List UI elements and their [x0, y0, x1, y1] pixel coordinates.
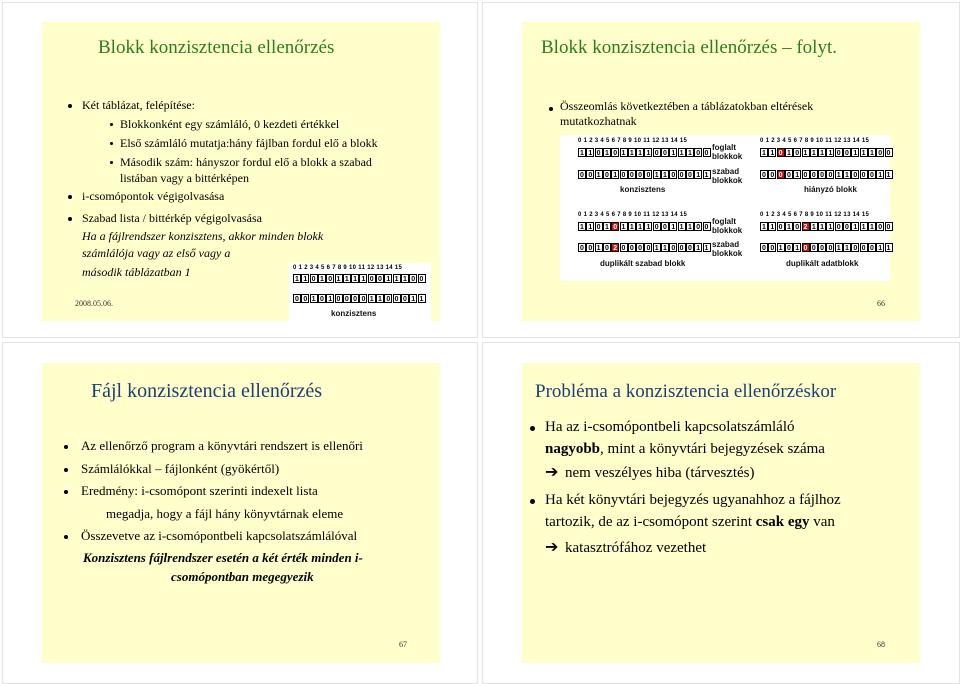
block-counter-cell: 0 [669, 243, 677, 252]
block-counter-cell: 0 [293, 294, 301, 303]
bullet-dot [64, 490, 68, 494]
block-counter-cell: 0 [793, 148, 801, 157]
block-counter-cell: 0 [703, 222, 711, 231]
block-counter-cell: 0 [586, 170, 594, 179]
block-counter-cell: 1 [835, 170, 843, 179]
block-counter-cell: 1 [843, 243, 851, 252]
slide-page-3 [2, 342, 478, 684]
free-blocks-label: szabad blokkok [712, 240, 743, 258]
block-counter-cell: 0 [661, 148, 669, 157]
block-counter-cell: 1 [851, 148, 859, 157]
slide-4-title: Probléma a konzisztencia ellenőrzéskor [535, 381, 837, 402]
missing-block-label: hiányzó blokk [804, 185, 857, 194]
slide-1-diagram [289, 263, 431, 323]
block-counter-cell: 1 [620, 222, 628, 231]
bullet-dot [68, 195, 72, 199]
block-counter-cell: 1 [885, 243, 893, 252]
slide-4-bullet-2-cont [545, 513, 835, 531]
free-blocks-label: szabad blokkok [712, 167, 743, 185]
slide-1-date: 2008.05.06. [75, 299, 113, 308]
bullet-dot [64, 535, 68, 539]
block-counter-cell: 1 [409, 294, 417, 303]
block-counter-cell: 0 [368, 274, 376, 283]
block-counter-cell: 1 [760, 148, 768, 157]
block-counter-cell: 0 [810, 170, 818, 179]
block-counter-cell: 1 [351, 274, 359, 283]
block-counter-cell: 0 [678, 170, 686, 179]
block-index-header: 0 1 2 3 4 5 6 7 8 9 10 11 12 13 14 15 [293, 265, 403, 271]
block-counter-cell: 1 [418, 294, 426, 303]
block-counter-cell: 1 [876, 243, 884, 252]
block-counter-cell: 0 [653, 148, 661, 157]
block-index-header: 0 1 2 3 4 5 6 7 8 9 10 11 12 13 14 15 [760, 138, 870, 144]
block-counter-cell: 1 [368, 294, 376, 303]
block-counter-cell: 0 [818, 243, 826, 252]
block-counter-cell: 0 [860, 170, 868, 179]
block-counter-cell: 0 [860, 243, 868, 252]
block-counter-cell: 1 [802, 148, 810, 157]
block-counter-cell: 0 [586, 243, 594, 252]
block-counter-cell: 1 [359, 274, 367, 283]
bullet-dot [64, 445, 68, 449]
block-counter-cell: 0 [777, 222, 785, 231]
slide-4-bullet-1: Ha az i-csomópontbeli kapcsolatszámláló [545, 419, 795, 435]
block-counter-cell: 0 [876, 222, 884, 231]
block-counter-cell: 1 [826, 222, 834, 231]
slide-3-bullet-1: Az ellenőrző program a könyvtári rendszert is ellenőri [81, 438, 363, 453]
block-counter-cell: 1 [376, 294, 384, 303]
slide-1-sub-bullet-3-cont: listában vagy a bittérképen [120, 171, 249, 185]
block-counter-cell: 0 [636, 170, 644, 179]
block-counter-cell: 1 [810, 148, 818, 157]
block-counter-cell: 0 [843, 222, 851, 231]
slide-4-bullet-2-post: van [809, 514, 835, 530]
block-counter-cell: 0 [603, 243, 611, 252]
block-counter-cell: 1 [793, 170, 801, 179]
block-counter-cell: 0 [644, 170, 652, 179]
slide-3-page-number: 67 [399, 640, 407, 649]
block-counter-cell: 1 [703, 243, 711, 252]
block-counter-cell: 0 [620, 170, 628, 179]
slide-3-bullet-2: Számlálókkal – fájlonként (gyökértől) [81, 461, 280, 476]
block-counter-cell: 0 [644, 243, 652, 252]
block-counter-cell: 1 [343, 274, 351, 283]
block-counter-cell: 0 [611, 222, 619, 231]
bullet-dot [68, 217, 72, 221]
slide-4-arrow-1: nem veszélyes hiba (tárvesztés) [565, 465, 755, 481]
block-counter-cell: 0 [628, 170, 636, 179]
block-counter-cell: 0 [620, 243, 628, 252]
block-counter-cell: 1 [301, 274, 309, 283]
block-counter-cell: 0 [826, 243, 834, 252]
block-counter-cell: 1 [793, 243, 801, 252]
bullet-dot [110, 161, 113, 164]
block-counter-cell: 0 [359, 294, 367, 303]
block-counter-cell: 1 [611, 170, 619, 179]
block-counter-cell: 0 [669, 170, 677, 179]
block-counter-cell: 1 [876, 170, 884, 179]
block-counter-cell: 1 [835, 243, 843, 252]
block-counter-cell: 0 [343, 294, 351, 303]
slide-2-title: Blokk konzisztencia ellenőrzés – folyt. [541, 37, 837, 58]
block-counter-cell: 0 [409, 274, 417, 283]
block-counter-cell: 0 [686, 243, 694, 252]
slide-1-bullet-1: Két táblázat, felépítése: [82, 98, 195, 112]
block-counter-cell: 1 [703, 170, 711, 179]
block-counter-cell: 0 [793, 222, 801, 231]
block-counter-cell: 0 [876, 148, 884, 157]
block-counter-cell: 0 [768, 243, 776, 252]
block-counter-cell: 1 [661, 243, 669, 252]
slide-2-bullet: Összeomlás következtében a táblázatokban eltérések mutatkozhatnak [560, 99, 814, 128]
slide-1-bullet-3: Szabad lista / bittérkép végigolvasása [82, 211, 262, 225]
arrow-right-icon: ➔ [545, 539, 559, 556]
block-counter-cell: 0 [310, 274, 318, 283]
slide-3-bullet-3: Eredmény: i-csomópont szerinti indexelt lista [81, 483, 318, 498]
slide-4-bullet-2: Ha két könyvtári bejegyzés ugyanahhoz a fájlhoz [545, 492, 841, 508]
duplicate-free-block-label: duplikált szabad blokk [600, 259, 686, 268]
slide-page-4 [482, 342, 960, 684]
block-counter-cell: 1 [678, 148, 686, 157]
block-counter-cell: 1 [785, 148, 793, 157]
block-counter-cell: 1 [603, 222, 611, 231]
block-counter-cell: 0 [768, 170, 776, 179]
block-counter-cell: 0 [785, 170, 793, 179]
block-counter-cell: 1 [669, 148, 677, 157]
slide-2-page-number: 66 [877, 299, 885, 308]
block-counter-cell: 0 [810, 243, 818, 252]
block-counter-cell: 1 [669, 222, 677, 231]
block-counter-cell: 0 [578, 170, 586, 179]
used-blocks-label: foglalt blokkok [712, 143, 743, 161]
bullet-dot [110, 123, 113, 126]
block-counter-cell: 0 [376, 274, 384, 283]
consistent-label: konzisztens [620, 185, 666, 194]
block-counter-cell: 0 [351, 294, 359, 303]
block-counter-cell: 1 [636, 148, 644, 157]
block-counter-cell: 1 [810, 222, 818, 231]
block-counter-cell: 1 [628, 148, 636, 157]
slide-page-2 [482, 2, 960, 338]
block-counter-cell: 1 [393, 274, 401, 283]
block-counter-cell: 0 [760, 243, 768, 252]
block-counter-cell: 1 [578, 148, 586, 157]
slide-3-italic-2: csomópontban megegyezik [171, 569, 314, 584]
block-counter-cell: 1 [644, 222, 652, 231]
block-index-header: 0 1 2 3 4 5 6 7 8 9 10 11 12 13 14 15 [578, 138, 688, 144]
block-counter-cell: 0 [595, 222, 603, 231]
duplicate-data-block-label: duplikált adatblokk [786, 259, 859, 268]
block-counter-cell: 1 [843, 170, 851, 179]
block-counter-cell: 0 [760, 170, 768, 179]
bullet-dot [549, 107, 553, 111]
block-counter-cell: 1 [860, 148, 868, 157]
block-counter-cell: 1 [644, 148, 652, 157]
block-counter-cell: 1 [785, 222, 793, 231]
block-counter-cell: 0 [851, 170, 859, 179]
block-counter-cell: 0 [785, 243, 793, 252]
block-counter-cell: 1 [661, 170, 669, 179]
block-counter-cell: 1 [595, 243, 603, 252]
block-counter-cell: 2 [611, 243, 619, 252]
block-counter-cell: 0 [628, 243, 636, 252]
block-counter-cell: 1 [818, 148, 826, 157]
block-counter-cell: 0 [818, 170, 826, 179]
block-counter-cell: 1 [310, 294, 318, 303]
block-counter-cell: 0 [777, 170, 785, 179]
slide-1-sub-bullet-1: Blokkonként egy számláló, 0 kezdeti értékkel [120, 117, 340, 131]
block-counter-cell: 0 [777, 148, 785, 157]
block-counter-cell: 1 [694, 243, 702, 252]
block-counter-cell: 0 [835, 222, 843, 231]
block-counter-cell: 1 [326, 294, 334, 303]
block-counter-cell: 1 [777, 243, 785, 252]
block-counter-cell: 0 [885, 148, 893, 157]
block-counter-cell: 0 [611, 148, 619, 157]
block-counter-cell: 0 [636, 243, 644, 252]
slide-1-italic-3: második táblázatban 1 [82, 265, 191, 279]
block-counter-cell: 0 [678, 243, 686, 252]
arrow-right-icon: ➔ [545, 464, 559, 481]
block-counter-cell: 0 [835, 148, 843, 157]
block-counter-cell: 0 [802, 170, 810, 179]
block-counter-cell: 0 [843, 148, 851, 157]
block-counter-cell: 0 [826, 170, 834, 179]
block-counter-cell: 1 [628, 222, 636, 231]
block-counter-cell: 0 [603, 170, 611, 179]
block-index-header: 0 1 2 3 4 5 6 7 8 9 10 11 12 13 14 15 [578, 212, 688, 218]
block-counter-cell: 0 [694, 148, 702, 157]
block-counter-cell: 1 [860, 222, 868, 231]
block-counter-cell: 1 [293, 274, 301, 283]
block-counter-cell: 0 [694, 222, 702, 231]
block-counter-cell: 1 [686, 222, 694, 231]
block-counter-cell: 1 [678, 222, 686, 231]
block-counter-cell: 0 [384, 294, 392, 303]
block-counter-cell: 1 [384, 274, 392, 283]
block-counter-cell: 1 [586, 222, 594, 231]
block-counter-cell: 1 [586, 148, 594, 157]
block-counter-cell: 1 [868, 222, 876, 231]
block-counter-cell: 1 [401, 274, 409, 283]
diagram-caption: konzisztens [331, 309, 377, 318]
used-blocks-label: foglalt blokkok [712, 217, 743, 235]
block-counter-cell: 0 [686, 170, 694, 179]
block-counter-cell: 0 [326, 274, 334, 283]
block-counter-cell: 1 [768, 222, 776, 231]
block-counter-cell: 0 [335, 294, 343, 303]
block-counter-cell: 0 [661, 222, 669, 231]
block-counter-cell: 1 [694, 170, 702, 179]
block-counter-cell: 1 [653, 170, 661, 179]
block-counter-cell: 0 [595, 148, 603, 157]
slide-1-sub-bullet-2: Első számláló mutatja:hány fájlban fordul elő a blokk [120, 136, 378, 150]
slide-4-bullet-1-rest: , mint a könyvtári bejegyzések száma [600, 441, 825, 457]
block-counter-cell: 0 [578, 243, 586, 252]
block-counter-cell: 1 [620, 148, 628, 157]
block-counter-cell: 1 [768, 148, 776, 157]
block-counter-cell: 1 [636, 222, 644, 231]
block-counter-cell: 0 [703, 148, 711, 157]
block-index-header: 0 1 2 3 4 5 6 7 8 9 10 11 12 13 14 15 [760, 212, 870, 218]
block-counter-cell: 2 [802, 222, 810, 231]
slide-3-title: Fájl konzisztencia ellenőrzés [91, 380, 323, 402]
emphasis-only-one: csak egy [755, 514, 810, 530]
block-counter-cell: 1 [335, 274, 343, 283]
block-counter-cell: 0 [393, 294, 401, 303]
slide-2-diagrams [560, 135, 890, 281]
block-counter-cell: 0 [868, 243, 876, 252]
bullet-dot [530, 499, 535, 504]
bullet-dot [68, 104, 72, 108]
block-counter-cell: 1 [318, 274, 326, 283]
slide-3-italic-1: Konzisztens fájlrendszer esetén a két érték minden i- [83, 550, 363, 565]
slide-1-bullet-2: i-csomópontok végigolvasása [82, 189, 225, 203]
bullet-dot [64, 468, 68, 472]
block-counter-cell: 0 [418, 274, 426, 283]
block-counter-cell: 0 [868, 170, 876, 179]
bullet-dot [110, 142, 113, 145]
slide-4-bullet-2-pre: tartozik, de az i-csomópont szerint [545, 514, 756, 530]
block-counter-cell: 1 [578, 222, 586, 231]
block-counter-cell: 1 [818, 222, 826, 231]
block-counter-cell: 0 [301, 294, 309, 303]
slide-1-italic-1: Ha a fájlrendszer konzisztens, akkor minden blokk [82, 229, 324, 243]
slide-1-title: Blokk konzisztencia ellenőrzés [98, 37, 335, 58]
block-counter-cell: 0 [851, 243, 859, 252]
block-counter-cell: 1 [595, 170, 603, 179]
block-counter-cell: 0 [885, 222, 893, 231]
slide-1-sub-bullet-3: Második szám: hányszor fordul elő a blokk a szabad [120, 155, 372, 169]
slide-3-bullet-3-cont: megadja, hogy a fájl hány könyvtárnak eleme [106, 506, 344, 521]
block-counter-cell: 1 [885, 170, 893, 179]
block-counter-cell: 1 [760, 222, 768, 231]
block-counter-cell: 1 [653, 243, 661, 252]
slide-1-italic-2: számlálója vagy az első vagy a [82, 246, 231, 260]
block-counter-cell: 0 [653, 222, 661, 231]
slide-4-arrow-2: katasztrófához vezethet [565, 540, 707, 556]
block-counter-cell: 0 [802, 243, 810, 252]
block-counter-cell: 1 [826, 148, 834, 157]
block-counter-cell: 1 [868, 148, 876, 157]
slide-4-page-number: 68 [877, 640, 885, 649]
slide-4-bullet-1-cont [545, 440, 825, 458]
block-counter-cell: 1 [851, 222, 859, 231]
block-counter-cell: 0 [401, 294, 409, 303]
block-counter-cell: 1 [603, 148, 611, 157]
block-counter-cell: 1 [686, 148, 694, 157]
block-counter-cell: 0 [318, 294, 326, 303]
emphasis-bigger: nagyobb [545, 441, 601, 457]
slide-3-bullet-4: Összevetve az i-csomópontbeli kapcsolatszámlálóval [81, 528, 358, 543]
slide-page-1 [2, 2, 478, 338]
bullet-dot [530, 426, 535, 431]
